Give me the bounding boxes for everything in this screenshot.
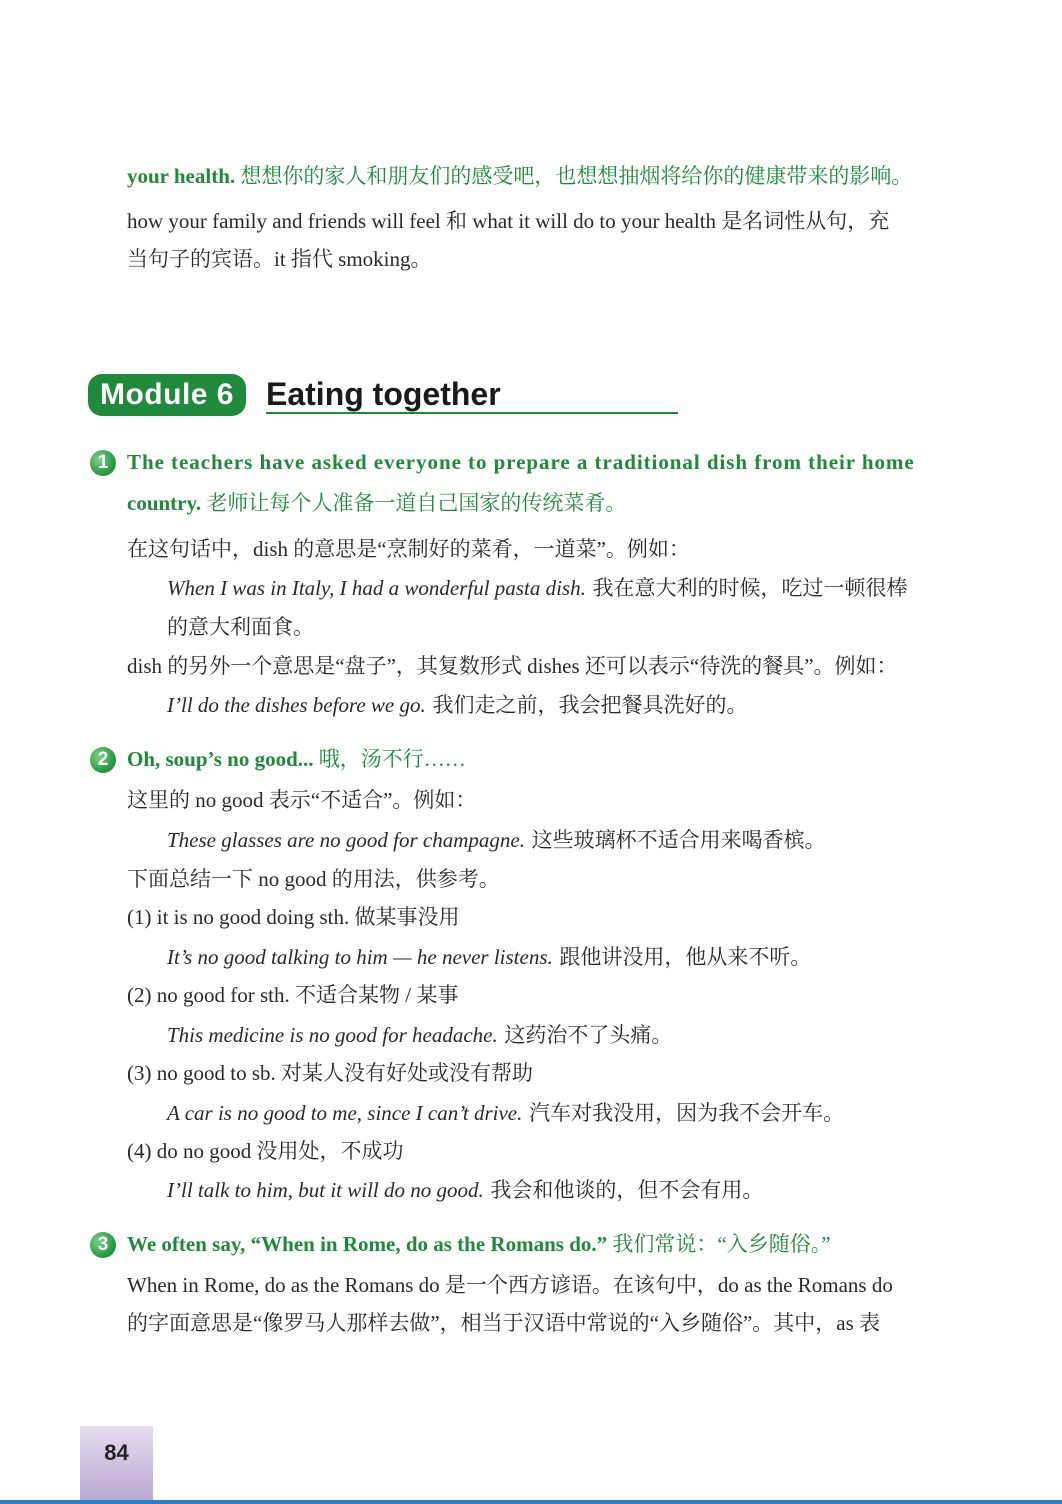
item-number-badge: 2 [90,747,116,773]
intro-bold-en: your health. [127,164,236,188]
intro-line-2: how your family and friends will feel 和 what it will do to your health 是名词性从句，充 [127,209,890,233]
item-3-paragraph-2: 的字面意思是“像罗马人那样去做”，相当于汉语中常说的“入乡随俗”。其中，as 表 [127,1311,881,1335]
item-1-example-1-cont: 的意大利面食。 [167,615,314,639]
intro-line-3: 当句子的宾语。it 指代 smoking。 [127,247,432,271]
item-2-example-1: These glasses are no good for champagne. 这些玻璃杯不适合用来喝香槟。 [167,828,826,852]
item-2-usage-1-example: It’s no good talking to him — he never listens. 跟他讲没用，他从来不听。 [167,945,812,969]
item-2-heading: Oh, soup’s no good... 哦，汤不行…… [127,747,466,771]
module-title-underline [266,412,678,414]
module-label: Module 6 [88,374,246,416]
item-2-usage-3: (3) no good to sb. 对某人没有好处或没有帮助 [127,1061,533,1085]
item-1-paragraph-2: dish 的另外一个意思是“盘子”，其复数形式 dishes 还可以表示“待洗的餐具”。例如： [127,654,898,678]
item-2-usage-1: (1) it is no good doing sth. 做某事没用 [127,905,460,929]
module-title: Eating together [266,376,501,412]
item-3-paragraph-1: When in Rome, do as the Romans do 是一个西方谚语。在该句中，do as the Romans do [127,1273,893,1297]
intro-line-1 [127,162,912,190]
page-number-tab [80,1426,153,1504]
item-1-heading-line-1 [127,448,915,476]
item-1-example-1: When I was in Italy, I had a wonderful pasta dish. 我在意大利的时候，吃过一顿很棒 [167,576,908,600]
item-1-heading-en: The teachers have asked everyone to prepare a traditional dish from their home [127,450,915,474]
item-1-paragraph-1: 在这句话中，dish 的意思是“烹制好的菜肴，一道菜”。例如： [127,537,690,561]
item-2-usage-3-example: A car is no good to me, since I can’t drive. 汽车对我没用，因为我不会开车。 [167,1101,845,1125]
bottom-rule [0,1500,1062,1504]
item-1-heading-line-2: country. 老师让每个人准备一道自己国家的传统菜肴。 [127,491,627,515]
item-2-paragraph-2: 下面总结一下 no good 的用法，供参考。 [127,867,500,891]
item-2-paragraph-1: 这里的 no good 表示“不适合”。例如： [127,788,477,812]
item-2-usage-4-example: I’ll talk to him, but it will do no good. 我会和他谈的，但不会有用。 [167,1178,764,1202]
page-number: 84 [104,1440,129,1465]
item-1-example-2: I’ll do the dishes before we go. 我们走之前，我会把餐具洗好的。 [167,693,748,717]
item-2-usage-4: (4) do no good 没用处，不成功 [127,1139,404,1163]
item-2-usage-2: (2) no good for sth. 不适合某物 / 某事 [127,983,459,1007]
item-number-badge: 1 [90,450,116,476]
item-2-usage-2-example: This medicine is no good for headache. 这药治不了头痛。 [167,1023,673,1047]
intro-zh: 想想你的家人和朋友们的感受吧，也想想抽烟将给你的健康带来的影响。 [235,164,913,188]
item-number-badge: 3 [90,1232,116,1258]
item-3-heading: We often say, “When in Rome, do as the Romans do.” 我们常说：“入乡随俗。” [127,1232,831,1256]
